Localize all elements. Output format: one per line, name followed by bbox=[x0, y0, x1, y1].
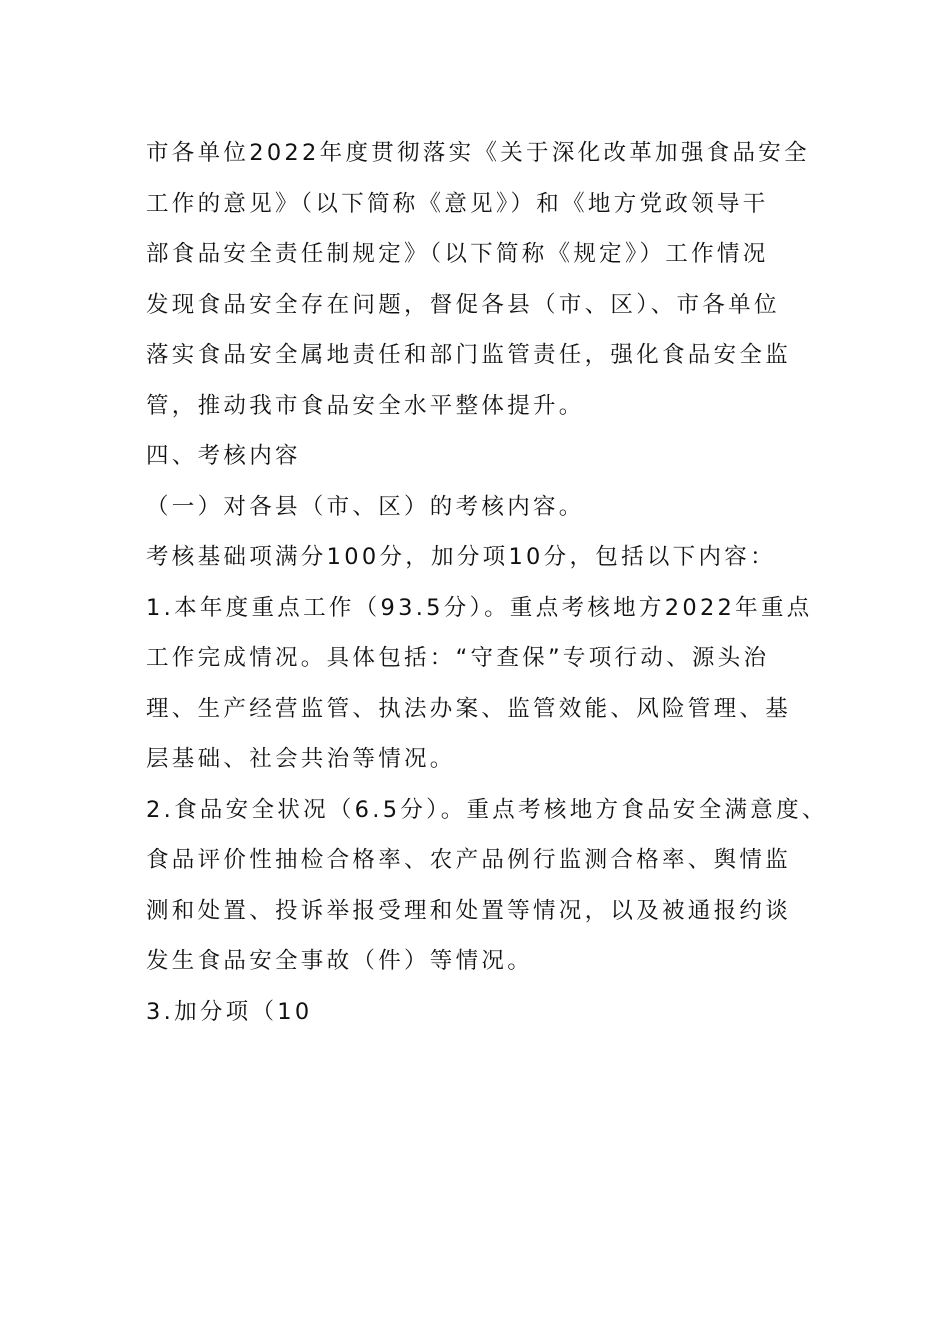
list-item-2-line: 发生食品安全事故（件）等情况。 bbox=[146, 948, 534, 974]
list-item-1-line: 1.本年度重点工作（93.5分）。重点考核地方2022年重点 bbox=[146, 594, 813, 621]
list-item-2-line: 测和处置、投诉举报受理和处置等情况，以及被通报约谈 bbox=[146, 897, 792, 924]
paragraph-line: 工作的意见》（以下简称《意见》）和《地方党政领导干 bbox=[146, 190, 769, 217]
paragraph-line: 部食品安全责任制规定》（以下简称《规定》）工作情况 bbox=[146, 241, 769, 267]
paragraph-line: 考核基础项满分100分，加分项10分，包括以下内容： bbox=[146, 544, 776, 570]
document-body bbox=[146, 128, 836, 1037]
paragraph-line: 落实食品安全属地责任和部门监管责任，强化食品安全监 bbox=[146, 342, 792, 368]
paragraph-line: 市各单位2022年度贯彻落实《关于深化改革加强食品安全 bbox=[146, 140, 810, 166]
paragraph-line: 发现食品安全存在问题，督促各县（市、区）、市各单位 bbox=[146, 291, 780, 318]
list-item-2-line: 食品评价性抽检合格率、农产品例行监测合格率、舆情监 bbox=[146, 847, 792, 873]
list-item-1-line: 理、生产经营监管、执法办案、监管效能、风险管理、基 bbox=[146, 695, 792, 722]
list-item-2-line: 2.食品安全状况（6.5分）。重点考核地方食品安全满意度、 bbox=[146, 796, 828, 823]
paragraph-line: 管，推动我市食品安全水平整体提升。 bbox=[146, 392, 585, 419]
list-item-1-line: 工作完成情况。具体包括：“守查保”专项行动、源头治 bbox=[146, 645, 770, 671]
section-heading: 四、考核内容 bbox=[146, 443, 301, 469]
list-item-3-line: 3.加分项（10 bbox=[146, 998, 313, 1025]
subsection-heading: （一）对各县（市、区）的考核内容。 bbox=[146, 493, 585, 520]
list-item-1-line: 层基础、社会共治等情况。 bbox=[146, 746, 456, 772]
